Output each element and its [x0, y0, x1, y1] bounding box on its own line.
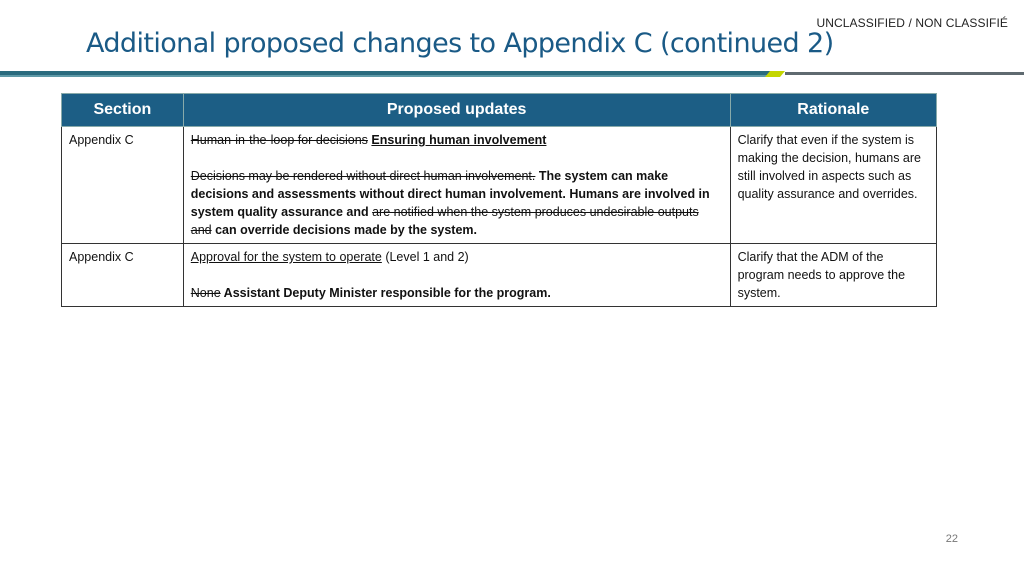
row2-heading-underlined: Approval for the system to operate [190, 250, 382, 264]
row2-body [191, 284, 723, 302]
row1-updates [183, 127, 730, 244]
header-proposed-updates: Proposed updates [183, 94, 730, 127]
row1-body-new-1: The system can make decisions and assessments without direct human involvement. Humans are involved in system quality assurance and [190, 169, 710, 219]
table-header-row [62, 94, 937, 127]
row1-section: Appendix C [62, 127, 184, 244]
row2-body-new: Assistant Deputy Minister responsible for the program. [220, 286, 551, 300]
row2-heading [191, 248, 723, 266]
header-section: Section [62, 94, 184, 127]
table-row [62, 244, 937, 307]
row1-body-struck-1: Decisions may be rendered without direct human involvement. [190, 169, 536, 183]
page-number: 22 [945, 533, 958, 545]
row1-body-new-2: can override decisions made by the system. [211, 223, 478, 237]
header-rationale: Rationale [730, 94, 936, 127]
row1-heading [191, 131, 723, 149]
row2-body-struck: None [190, 286, 221, 300]
row2-rationale: Clarify that the ADM of the program needs to approve the system. [730, 244, 936, 307]
title-rule [0, 70, 1024, 78]
row1-rationale: Clarify that even if the system is making the decision, humans are still involved in aspects such as quality assurance and overrides. [730, 127, 936, 244]
row1-heading-struck: Human-in-the-loop for decisions [190, 133, 368, 147]
classification-label: UNCLASSIFIED / NON CLASSIFIÉ [816, 16, 1008, 30]
row1-body [191, 167, 723, 239]
slide-title: Additional proposed changes to Appendix C (continued 2) [86, 28, 834, 59]
row1-heading-new: Ensuring human involvement [371, 133, 547, 147]
row1-body-struck-2: are notified when the system produces undesirable outputs and [190, 205, 699, 237]
table-row [62, 127, 937, 244]
row2-heading-plain: (Level 1 and 2) [381, 250, 469, 264]
row2-section: Appendix C [62, 244, 184, 307]
proposed-changes-table [61, 93, 937, 307]
row2-updates [183, 244, 730, 307]
